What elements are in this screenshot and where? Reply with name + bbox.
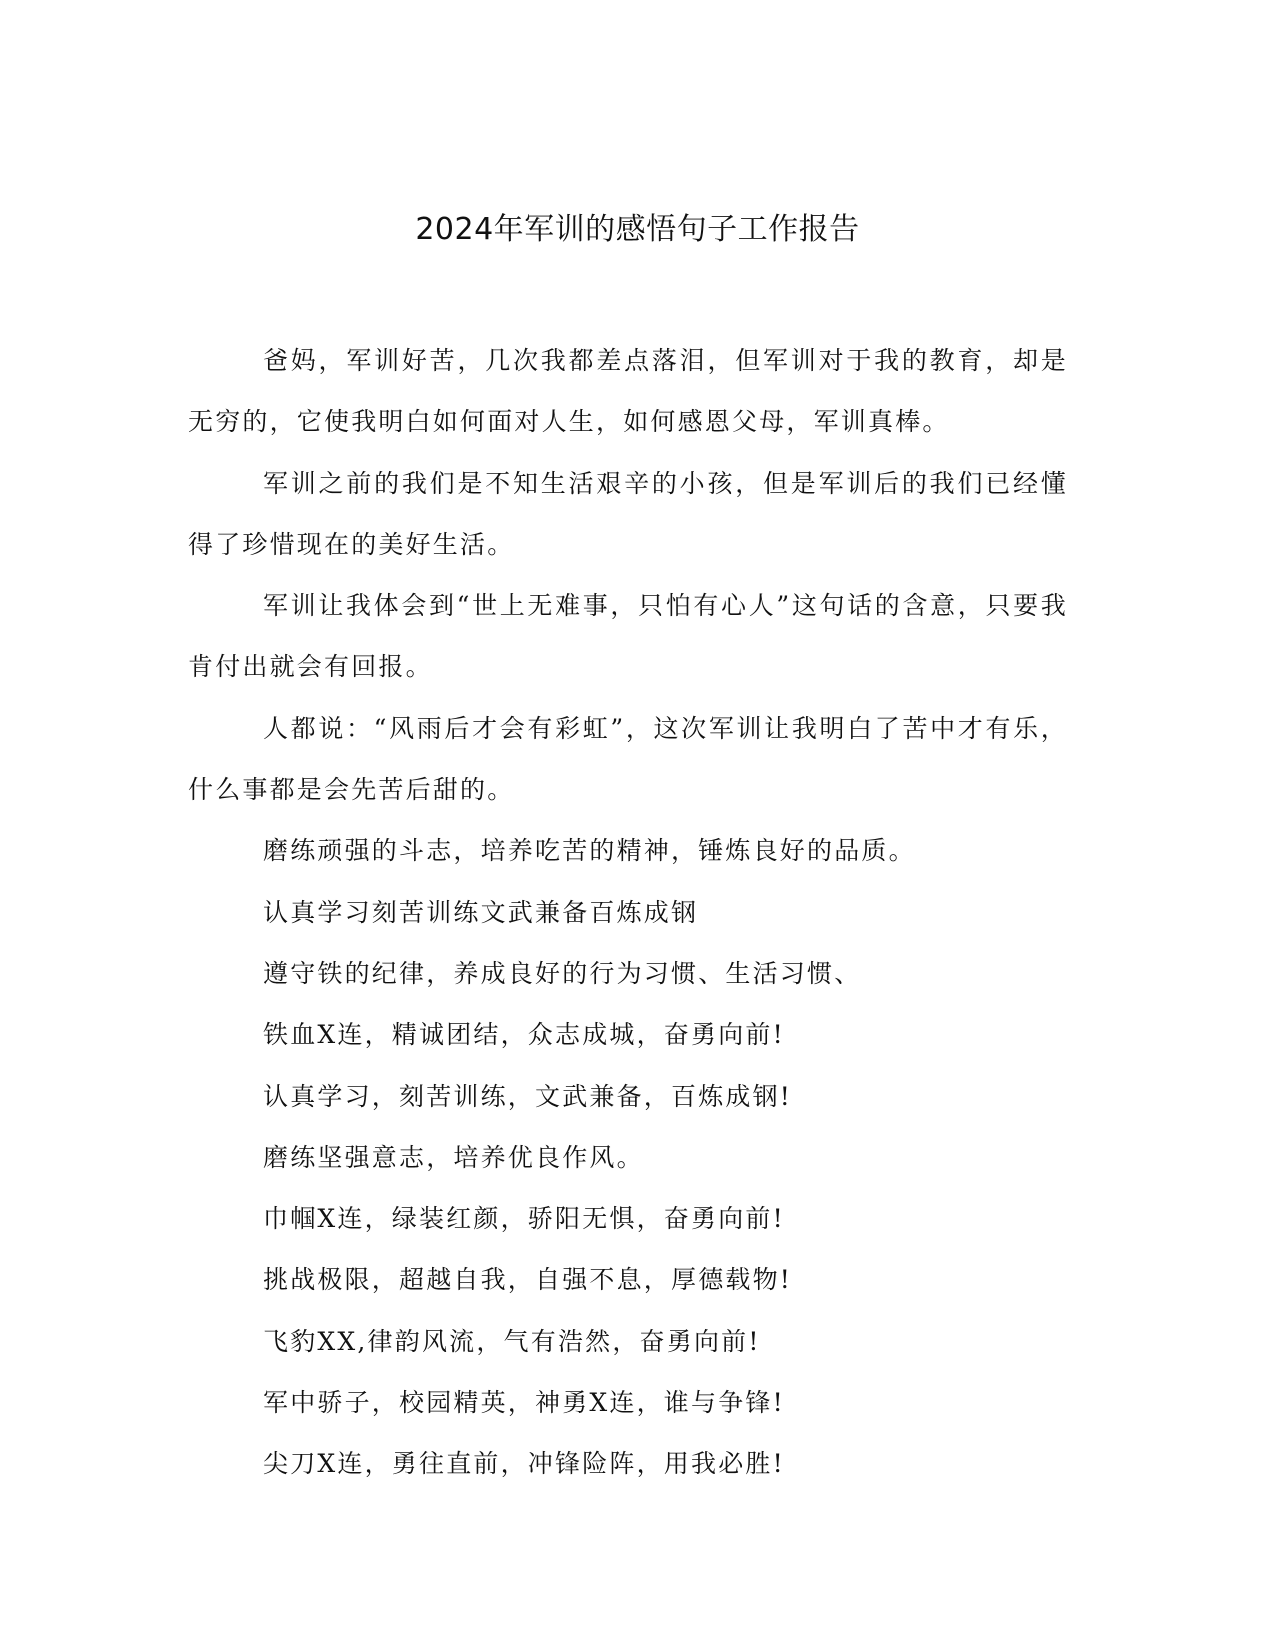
paragraph: 爸妈，军训好苦，几次我都差点落泪，但军训对于我的教育，却是无穷的，它使我明白如何面对人生，如何感恩父母，军训真棒。 xyxy=(188,346,1068,437)
paragraph: 遵守铁的纪律，养成良好的行为习惯、生活习惯、 xyxy=(263,958,862,988)
paragraph: 军中骄子，校园精英，神勇X连，谁与争锋! xyxy=(263,1388,785,1418)
document-body xyxy=(188,330,1068,1495)
paragraph: 磨练坚强意志，培养优良作风。 xyxy=(263,1142,644,1172)
document-title: 2024年军训的感悟句子工作报告 xyxy=(415,212,860,247)
paragraph: 铁血X连，精诚团结，众志成城，奋勇向前! xyxy=(263,1020,785,1050)
paragraph: 磨练顽强的斗志，培养吃苦的精神，锤炼良好的品质。 xyxy=(263,836,916,866)
paragraph: 巾帼X连，绿装红颜，骄阳无惧，奋勇向前! xyxy=(263,1204,785,1234)
paragraph: 认真学习刻苦训练文武兼备百炼成钢 xyxy=(263,897,699,927)
paragraph: 飞豹XX,律韵风流，气有浩然，奋勇向前! xyxy=(263,1326,761,1356)
paragraph: 军训让我体会到“世上无难事，只怕有心人”这句话的含意，只要我肯付出就会有回报。 xyxy=(188,591,1068,682)
paragraph: 尖刀X连，勇往直前，冲锋险阵，用我必胜! xyxy=(263,1449,785,1479)
paragraph: 挑战极限，超越自我，自强不息，厚德载物! xyxy=(263,1265,793,1295)
paragraph: 人都说：“风雨后才会有彩虹”，这次军训让我明白了苦中才有乐，什么事都是会先苦后甜的。 xyxy=(188,713,1068,805)
paragraph: 军训之前的我们是不知生活艰辛的小孩，但是军训后的我们已经懂得了珍惜现在的美好生活。 xyxy=(188,468,1068,559)
paragraph: 认真学习，刻苦训练，文武兼备，百炼成钢! xyxy=(263,1081,793,1111)
